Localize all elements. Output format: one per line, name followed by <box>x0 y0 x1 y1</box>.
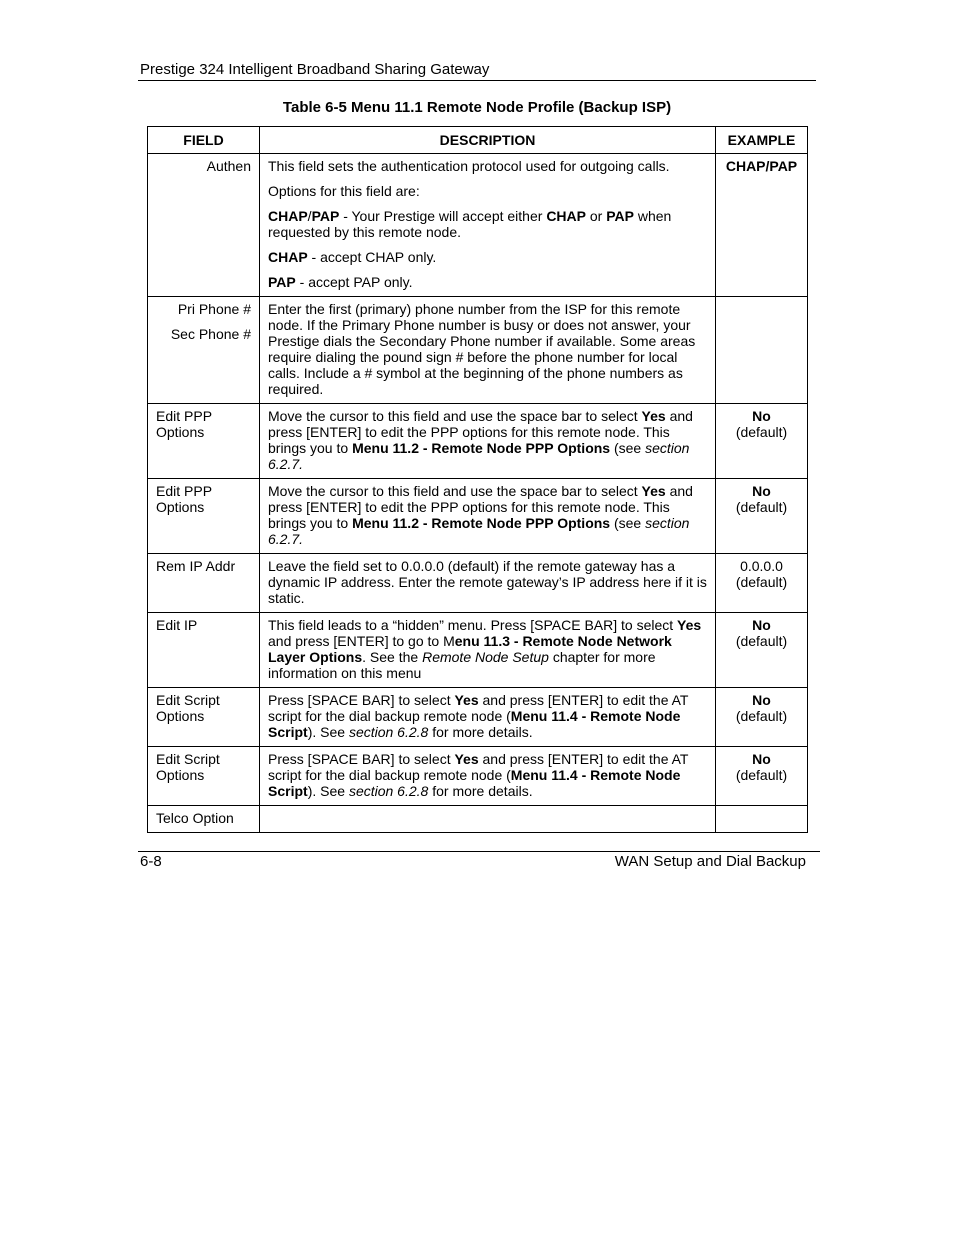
description-text: PAP - accept PAP only. <box>268 274 413 290</box>
example-cell: CHAP/PAP <box>716 154 808 297</box>
column-header-example: EXAMPLE <box>716 127 808 154</box>
table-row <box>148 479 808 554</box>
field-cell: Edit PPP Options <box>148 479 260 554</box>
description-text: Options for this field are: <box>268 183 420 199</box>
description-text: This field sets the authentication protocol used for outgoing calls. <box>268 158 670 174</box>
table-caption: Table 6-5 Menu 11.1 Remote Node Profile (Backup ISP) <box>282 99 672 116</box>
field-cell: Edit PPP Options <box>148 404 260 479</box>
example-cell <box>716 297 808 404</box>
example-cell <box>716 806 808 833</box>
table-row <box>148 747 808 806</box>
field-label: Sec Phone # <box>170 326 251 342</box>
page-number: 6-8 <box>140 853 162 870</box>
example-cell: 0.0.0.0 (default) <box>716 554 808 613</box>
field-cell: Authen <box>148 154 260 297</box>
description-cell <box>260 154 716 297</box>
example-cell: No (default) <box>716 613 808 688</box>
field-cell: Edit Script Options <box>148 747 260 806</box>
example-cell: No (default) <box>716 479 808 554</box>
chapter-title: WAN Setup and Dial Backup <box>614 853 806 870</box>
footer-rule <box>138 851 820 852</box>
example-cell: No (default) <box>716 688 808 747</box>
table-header-row <box>148 127 808 154</box>
field-label: Pri Phone # <box>177 301 251 317</box>
remote-node-profile-table <box>147 126 808 833</box>
table-row <box>148 154 808 297</box>
description-cell: Leave the field set to 0.0.0.0 (default) if the remote gateway has a dynamic IP address. Enter the remote gateway’s IP address here if it is static. <box>260 554 716 613</box>
table-row <box>148 297 808 404</box>
table-row <box>148 688 808 747</box>
table-row <box>148 404 808 479</box>
description-cell: Move the cursor to this field and use the space bar to select Yes and press [ENTER] to edit the PPP options for this remote node. This brings you to Menu 11.2 - Remote Node PPP Options (see section 6.2.7. <box>260 404 716 479</box>
field-cell <box>148 297 260 404</box>
table-row <box>148 806 808 833</box>
table-row <box>148 554 808 613</box>
example-cell: No (default) <box>716 747 808 806</box>
description-cell: Press [SPACE BAR] to select Yes and press [ENTER] to edit the AT script for the dial backup remote node (Menu 11.4 - Remote Node Script). See section 6.2.8 for more details. <box>260 688 716 747</box>
column-header-field: FIELD <box>148 127 260 154</box>
running-header: Prestige 324 Intelligent Broadband Sharing Gateway <box>140 61 490 78</box>
field-cell: Rem IP Addr <box>148 554 260 613</box>
table-row <box>148 613 808 688</box>
description-cell <box>260 806 716 833</box>
description-cell: Enter the first (primary) phone number from the ISP for this remote node. If the Primary Phone number is busy or does not answer, your Prestige dials the Secondary Phone number if available. Some areas require dialing the pound sign # before the phone number for local calls. Include a # symbol at the beginning of the phone numbers as required. <box>260 297 716 404</box>
description-cell: Press [SPACE BAR] to select Yes and press [ENTER] to edit the AT script for the dial backup remote node (Menu 11.4 - Remote Node Script). See section 6.2.8 for more details. <box>260 747 716 806</box>
example-cell: No (default) <box>716 404 808 479</box>
field-cell: Edit Script Options <box>148 688 260 747</box>
description-text: CHAP - accept CHAP only. <box>268 249 437 265</box>
description-cell: This field leads to a “hidden” menu. Press [SPACE BAR] to select Yes and press [ENTER] to go to Menu 11.3 - Remote Node Network Layer Options. See the Remote Node Setup chapter for more information on this menu <box>260 613 716 688</box>
description-cell: Move the cursor to this field and use the space bar to select Yes and press [ENTER] to edit the PPP options for this remote node. This brings you to Menu 11.2 - Remote Node PPP Options (see section 6.2.7. <box>260 479 716 554</box>
field-cell: Edit IP <box>148 613 260 688</box>
column-header-description: DESCRIPTION <box>260 127 716 154</box>
field-cell: Telco Option <box>148 806 260 833</box>
description-text: CHAP/PAP - Your Prestige will accept either CHAP or PAP when requested by this remote node. <box>268 208 672 240</box>
header-rule <box>138 80 816 81</box>
